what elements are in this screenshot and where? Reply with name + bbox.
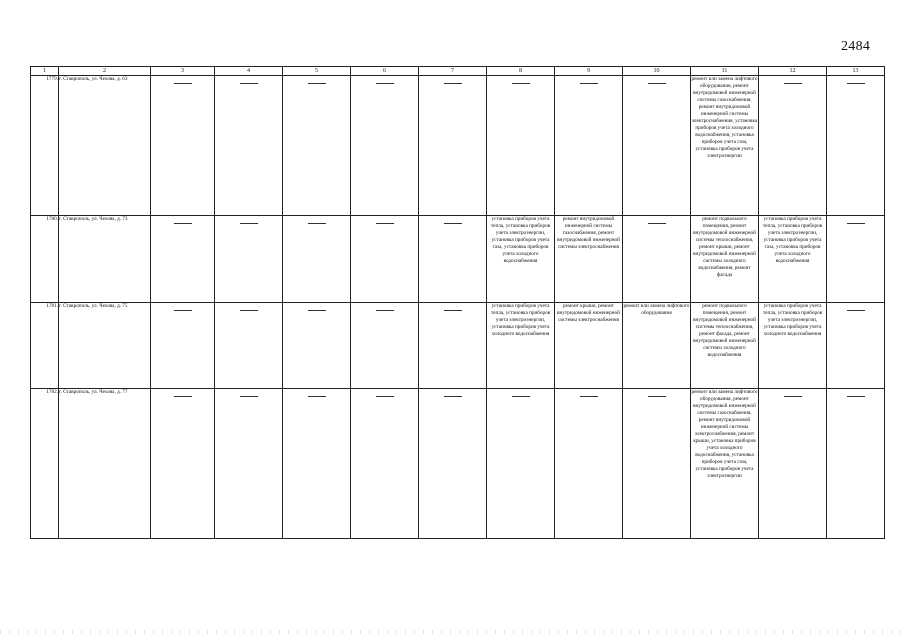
empty-dash-cell [351,216,419,303]
dash-mark [580,83,598,84]
dash-mark [784,83,802,84]
address-cell: г. Ставрополь, ул. Чехова, д. 63 [59,76,151,216]
empty-dash-cell [283,389,351,539]
column-header: 9 [555,67,623,76]
dash-mark [240,310,258,311]
dash-mark [376,310,394,311]
column-header: 3 [151,67,215,76]
dash-mark [376,396,394,397]
column-number-row [31,67,885,76]
empty-dash-cell [419,303,487,389]
empty-dash-cell [151,303,215,389]
dash-mark [847,223,865,224]
empty-dash-cell [555,389,623,539]
empty-dash-cell [151,389,215,539]
dash-mark [648,396,666,397]
dash-mark [308,223,326,224]
dash-mark [444,223,462,224]
dash-mark [512,83,530,84]
dash-mark [376,83,394,84]
address-cell: г. Ставрополь, ул. Чехова, д. 75 [59,303,151,389]
column-header: 11 [691,67,759,76]
dash-mark [240,396,258,397]
works-cell: ремонт или замена лифтового оборудования [623,303,691,389]
empty-dash-cell [351,389,419,539]
works-cell: ремонт или замена лифтового оборудования, ремонт внутридомовой инженерной системы газоснабжения, ремонт внутридомовой инженерной системы электроснабжения, ремонт крыши, установка приборов учета холодного водоснабжения, установка приборов учета газа, установка приборов учета электроэнергии [691,389,759,539]
dash-mark [174,396,192,397]
works-cell: ремонт подвального помещения, ремонт внутридомовой инженерной системы теплоснабжения, ремонт крыши, ремонт внутридомовой инженерной системы холодного водоснабжения, ремонт фасада [691,216,759,303]
dash-mark [512,396,530,397]
works-cell: установка приборов учета тепла, установка приборов учета электроэнергии, установка приборов учета газа, установка приборов учета холодного водоснабжения [759,216,827,303]
empty-dash-cell [283,303,351,389]
column-header: 7 [419,67,487,76]
empty-dash-cell [827,303,885,389]
dash-mark [174,223,192,224]
dash-mark [240,83,258,84]
column-header: 12 [759,67,827,76]
row-number: 1780. [31,216,59,303]
empty-dash-cell [215,76,283,216]
column-header: 6 [351,67,419,76]
works-cell: установка приборов учета тепла, установка приборов учета электроэнергии, установка приборов учета холодного водоснабжения [487,303,555,389]
dash-mark [444,396,462,397]
dash-mark [580,396,598,397]
empty-dash-cell [555,76,623,216]
table-row [31,76,885,216]
dash-mark [847,83,865,84]
address-cell: г. Ставрополь, ул. Чехова, д. 73 [59,216,151,303]
empty-dash-cell [827,76,885,216]
dash-mark [376,223,394,224]
empty-dash-cell [215,303,283,389]
column-header: 4 [215,67,283,76]
registry-table [30,66,885,539]
works-cell: установка приборов учета тепла, установка приборов учета электроэнергии, установка приборов учета газа, установка приборов учета холодного водоснабжения [487,216,555,303]
works-cell: ремонт крыши, ремонт внутридомовой инженерной системы электроснабжения [555,303,623,389]
dash-mark [308,310,326,311]
empty-dash-cell [623,216,691,303]
dash-mark [784,396,802,397]
empty-dash-cell [759,389,827,539]
address-cell: г. Ставрополь, ул. Чехова, д. 77 [59,389,151,539]
empty-dash-cell [419,389,487,539]
empty-dash-cell [827,216,885,303]
empty-dash-cell [827,389,885,539]
empty-dash-cell [151,216,215,303]
empty-dash-cell [283,76,351,216]
empty-dash-cell [759,76,827,216]
row-number: 1781. [31,303,59,389]
column-header: 2 [59,67,151,76]
empty-dash-cell [151,76,215,216]
dash-mark [444,83,462,84]
row-number: 1779. [31,76,59,216]
page-number: 2484 [841,39,871,54]
column-header: 1 [31,67,59,76]
dash-mark [847,310,865,311]
works-cell: ремонт подвального помещения, ремонт внутридомовой инженерной системы теплоснабжения, ремонт фасада, ремонт внутридомовой инженерной системы холодного водоснабжения [691,303,759,389]
empty-dash-cell [215,216,283,303]
dash-mark [308,396,326,397]
empty-dash-cell [419,216,487,303]
empty-dash-cell [623,389,691,539]
dash-mark [847,396,865,397]
empty-dash-cell [351,76,419,216]
dash-mark [174,83,192,84]
works-cell: ремонт или замена лифтового оборудования, ремонт внутридомовой инженерной системы газоснабжения, ремонт внутридомовой инженерной системы электроснабжения, установка приборов учета холодного водоснабжения, установка приборов учета газа, установка приборов учета электроэнергии [691,76,759,216]
empty-dash-cell [419,76,487,216]
empty-dash-cell [351,303,419,389]
table-row [31,389,885,539]
column-header: 13 [827,67,885,76]
dash-mark [174,310,192,311]
empty-dash-cell [623,76,691,216]
empty-dash-cell [487,389,555,539]
row-number: 1782. [31,389,59,539]
dash-mark [444,310,462,311]
empty-dash-cell [487,76,555,216]
empty-dash-cell [215,389,283,539]
table-row [31,216,885,303]
dash-mark [308,83,326,84]
works-cell: установка приборов учета тепла, установка приборов учета электроэнергии, установка приборов учета холодного водоснабжения [759,303,827,389]
table-row [31,303,885,389]
column-header: 5 [283,67,351,76]
dash-mark [240,223,258,224]
column-header: 8 [487,67,555,76]
works-cell: ремонт внутридомовой инженерной системы газоснабжения, ремонт внутридомовой инженерной системы электроснабжения [555,216,623,303]
dash-mark [648,83,666,84]
scan-noise [0,630,905,634]
empty-dash-cell [283,216,351,303]
column-header: 10 [623,67,691,76]
dash-mark [648,223,666,224]
